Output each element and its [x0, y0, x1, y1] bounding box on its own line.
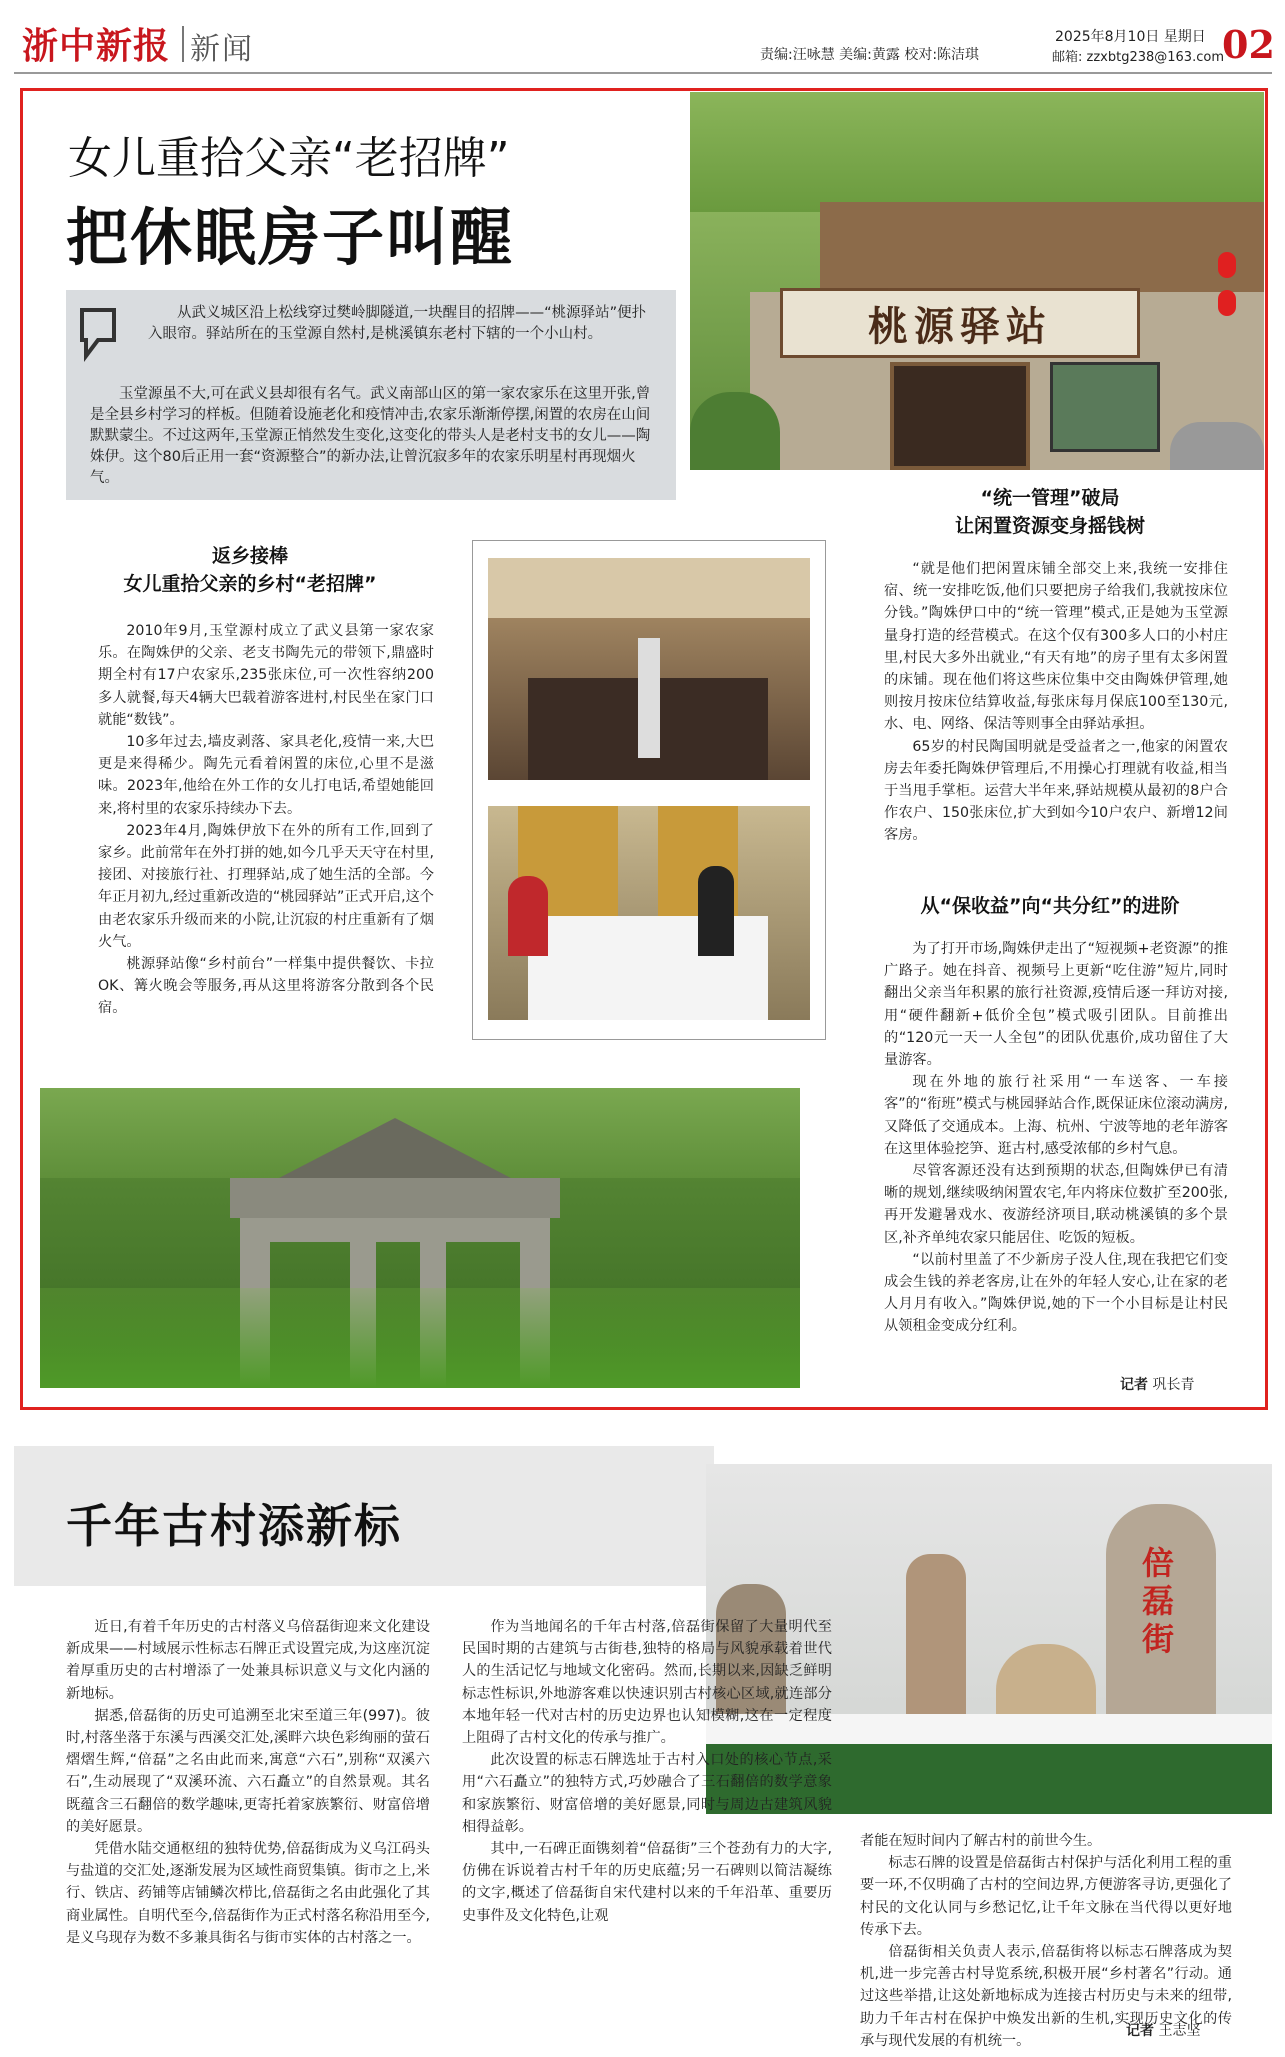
byline-label: 记者	[1126, 2023, 1154, 2039]
paragraph: 2023年4月,陶姝伊放下在外的所有工作,回到了家乡。此前常年在外打拼的她,如今几乎天天守在村里,接团、对接旅行社、打理驿站,成了她生活的全部。今年正月初九,经过重新改造的“桃园驿站”正式开启,这个由老农家乐升级而来的小院,让沉寂的村庄重新有了烟火气。	[98, 822, 434, 950]
story1-subtitle: 女儿重拾父亲“老招牌”	[68, 133, 510, 184]
paragraph: 为了打开市场,陶姝伊走出了“短视频+老资源”的推广路子。她在抖音、视频号上更新“吃住游”短片,同时翻出父亲当年积累的旅行社资源,疫情后逐一拜访对接,用“硬件翻新+低价全包”模式吸引团队。目前推出的“120元一天一人全包”的团队优惠价,成功留住了大量游客。	[884, 941, 1228, 1069]
byline-name: 巩长青	[1152, 1377, 1195, 1393]
dining-photo	[488, 558, 810, 780]
section1-body	[98, 620, 434, 1020]
paragraph: 此次设置的标志石牌选址于古村入口处的核心节点,采用“六石矗立”的独特方式,巧妙融合了三石翻倍的数学意象和家族繁衍、财富倍增的美好愿景,同时与周边古建筑风貌相得益彰。	[462, 1752, 832, 1835]
paragraph: “以前村里盖了不少新房子没人住,现在我把它们变成会生钱的养老客房,让在外的年轻人安心,让在家的老人月月有收入。”陶姝伊说,她的下一个小目标是让村民从领租金变成分红利。	[884, 1251, 1228, 1335]
station-photo	[690, 92, 1264, 470]
paragraph: 2010年9月,玉堂源村成立了武义县第一家农家乐。在陶姝伊的父亲、老支书陶先元的带领下,鼎盛时期全村有17户农家乐,235张床位,可一次性容纳200多人就餐,每天4辆大巴载着游客进村,村民坐在家门口就能“数钱”。	[98, 623, 434, 728]
paragraph: 65岁的村民陶国明就是受益者之一,他家的闲置农房去年委托陶姝伊管理后,不用操心打理就有收益,相当于当甩手掌柜。运营大半年来,驿站规模从最初的8户合作农户、150张床位,扩大到如今10户农户、新增12间客房。	[884, 738, 1228, 844]
section2-body	[884, 558, 1228, 847]
page-number: 02	[1222, 22, 1275, 67]
stone-inscription: 倍磊街	[1142, 1544, 1175, 1658]
paragraph: 10多年过去,墙皮剥落、家具老化,疫情一来,大巴更是来得稀少。陶先元看着闲置的床位,心里不是滋味。2023年,他给在外工作的女儿打电话,希望她能回来,将村里的农家乐持续办下去。	[98, 734, 434, 817]
paragraph: 作为当地闻名的千年古村落,倍磊街保留了大量明代至民国时期的古建筑与古街巷,独特的格局与风貌承载着世代人的生活记忆与地域文化密码。然而,长期以来,因缺乏鲜明标志性标识,外地游客难以快速识别古村核心区域,就连部分本地年轻一代对古村的历史边界也认知模糊,这在一定程度上阻碍了古村文化的传承与推广。	[462, 1619, 832, 1747]
contact-email: 邮箱: zzxbtg238@163.com	[1052, 50, 1224, 65]
story2-byline	[1126, 2020, 1200, 2040]
section3-heading: 从“保收益”向“共分红”的进阶	[920, 895, 1180, 917]
section2-heading-line2: 让闲置资源变身摇钱树	[954, 515, 1145, 537]
story2-column-3	[860, 1830, 1232, 2052]
lead-paragraph-1: 从武义城区沿上松线穿过樊岭脚隧道,一块醒目的招牌——“桃源驿站”便扑入眼帘。驿站所在的玉堂源自然村,是桃溪镇东老村下辖的一个小山村。	[148, 305, 647, 342]
byline-label: 记者	[1120, 1377, 1148, 1393]
story1-headline: 把休眠房子叫醒	[66, 201, 515, 274]
paragraph: 桃源驿站像“乡村前台”一样集中提供餐饮、卡拉OK、篝火晚会等服务,再从这里将游客分散到各个民宿。	[98, 956, 434, 1017]
station-sign	[780, 288, 1140, 358]
story1-byline	[1120, 1374, 1194, 1394]
paragraph: 近日,有着千年历史的古村落义乌倍磊街迎来文化建设新成果——村域展示性标志石牌正式设置完成,为这座沉淀着厚重历史的古村增添了一处兼具标识意义与文化内涵的新地标。	[66, 1619, 430, 1702]
masthead-rule	[14, 72, 1272, 74]
paragraph: 者能在短时间内了解古村的前世今生。	[860, 1833, 1102, 1849]
lead-paragraph-2: 玉堂源虽不大,可在武义县却很有名气。武义南部山区的第一家农家乐在这里开张,曾是全县乡村学习的样板。但随着设施老化和疫情冲击,农家乐渐渐停摆,闲置的农房在山间默默蒙尘。不过这两年,玉堂源正悄然发生变化,这变化的带头人是老村支书的女儿——陶姝伊。这个80后正用一套“资源整合”的新办法,让曾沉寂多年的农家乐明星村再现烟火气。	[90, 386, 651, 486]
story2-column-1	[66, 1616, 430, 1949]
editors-credit: 责编:汪咏慧 美编:黄露 校对:陈洁琪	[760, 47, 980, 63]
paragraph: “就是他们把闲置床铺全部交上来,我统一安排住宿、统一安排吃饭,他们只要把房子给我们,我就按床位分钱。”陶姝伊口中的“统一管理”模式,正是她为玉堂源量身打造的经营模式。在这个仅有300多人口的小村庄里,村民大多外出就业,“有天有地”的房子里有太多闲置的床铺。现在他们将这些床位集中交由陶姝伊管理,她则按月按床位结算收益,每张床每月保底100至130元,水、电、网络、保洁等则事全由驿站承担。	[884, 561, 1228, 733]
paragraph: 标志石牌的设置是倍磊街古村保护与活化利用工程的重要一环,不仅明确了古村的空间边界,方便游客寻访,更强化了村民的文化认同与乡愁记忆,让千年文脉在当代得以更好地传承下去。	[860, 1855, 1232, 1938]
section2-heading	[880, 484, 1220, 540]
section1-heading-line2: 女儿重拾父亲的乡村“老招牌”	[123, 573, 377, 595]
quote-mark-icon	[78, 306, 118, 362]
story2-column-2	[462, 1616, 832, 1927]
station-sign-text: 桃源驿站	[868, 302, 1052, 350]
newspaper-logo: 浙中新报	[22, 25, 171, 67]
byline-name: 王志坚	[1158, 2023, 1201, 2039]
masthead-divider	[182, 26, 184, 62]
section-name: 新闻	[190, 32, 254, 67]
section1-heading-line1: 返乡接棒	[211, 545, 288, 567]
story2-headline: 千年古村添新标	[66, 1499, 402, 1553]
paragraph: 凭借水陆交通枢纽的独特优势,倍磊街成为义乌江码头与盐道的交汇处,逐渐发展为区域性商贸集镇。街市之上,米行、铁店、药铺等店铺鳞次栉比,倍磊街之名由此强化了其商业属性。自明代至今,倍磊街作为正式村落名称沿用至今,是义乌现存为数不多兼具街名与街市实体的古村落之一。	[66, 1841, 430, 1946]
village-gate-photo	[40, 1088, 800, 1388]
paragraph: 倍磊街相关负责人表示,倍磊街将以标志石牌落成为契机,进一步完善古村导览系统,积极开展“乡村著名”行动。通过这些举措,让这处新地标成为连接古村历史与未来的纽带,助力千年古村在保护中焕发出新的生机,实现历史文化的传承与现代发展的有机统一。	[860, 1944, 1232, 2049]
paragraph: 现在外地的旅行社采用“一车送客、一车接客”的“衔班”模式与桃园驿站合作,既保证床位滚动满房,又降低了交通成本。上海、杭州、宁波等地的老年游客在这里体验挖笋、逛古村,感受浓郁的乡村气息。	[884, 1074, 1228, 1157]
section3-body	[884, 938, 1228, 1338]
paragraph: 据悉,倍磊街的历史可追溯至北宋至道三年(997)。彼时,村落坐落于东溪与西溪交汇处,溪畔六块色彩绚丽的萤石熠熠生辉,“倍磊”之名由此而来,寓意“六石”,别称“双溪六石”,生动展现了“双溪环流、六石矗立”的自然景观。其名既蕴含三石翻倍的数学趣味,更寄托着家族繁衍、财富倍增的美好愿景。	[66, 1707, 430, 1835]
paragraph: 尽管客源还没有达到预期的状态,但陶姝伊已有清晰的规划,继续吸纳闲置农宅,年内将床位数扩至200张,再开发避暑戏水、夜游经济项目,联动桃溪镇的多个景区,补齐单纯农家只能居住、吃饭的短板。	[884, 1163, 1228, 1246]
issue-date: 2025年8月10日 星期日	[1055, 29, 1206, 45]
section2-heading-line1: “统一管理”破局	[980, 487, 1120, 509]
bedding-photo	[488, 806, 810, 1020]
section1-heading	[90, 542, 410, 598]
paragraph: 其中,一石碑正面镌刻着“倍磊街”三个苍劲有力的大字,仿佛在诉说着古村千年的历史底蕴;另一石碑则以简洁凝练的文字,概述了倍磊街自宋代建村以来的千年沿革、重要历史事件及文化特色,让观	[462, 1841, 832, 1924]
